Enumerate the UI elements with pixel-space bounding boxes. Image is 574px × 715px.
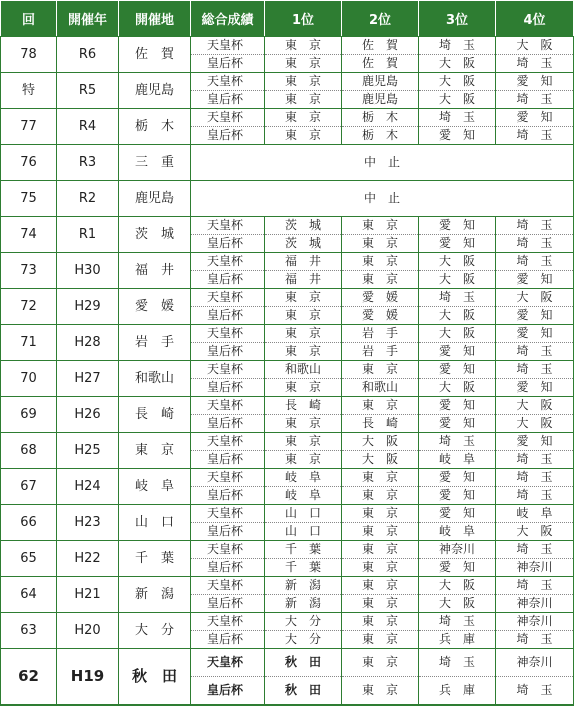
kai-cell: 77 (1, 109, 57, 145)
venue-cell: 三 重 (119, 145, 191, 181)
year-cell: R2 (57, 181, 119, 217)
place-4-cell: 大 阪 (496, 289, 574, 307)
place-4-cell: 埼 玉 (496, 361, 574, 379)
place-3-cell: 大 阪 (419, 595, 496, 613)
place-3-cell: 大 阪 (419, 271, 496, 289)
place-1-cell: 東 京 (265, 343, 342, 361)
place-2-cell: 東 京 (342, 469, 419, 487)
place-3-cell: 愛 知 (419, 487, 496, 505)
place-2-cell: 岩 手 (342, 343, 419, 361)
place-1-cell: 東 京 (265, 37, 342, 55)
year-cell: H27 (57, 361, 119, 397)
venue-cell: 千 葉 (119, 541, 191, 577)
place-4-cell: 埼 玉 (496, 541, 574, 559)
place-4-cell: 岐 阜 (496, 505, 574, 523)
place-3-cell: 大 阪 (419, 379, 496, 397)
kai-cell: 63 (1, 613, 57, 649)
kai-cell: 70 (1, 361, 57, 397)
kai-cell: 68 (1, 433, 57, 469)
place-3-cell: 埼 玉 (419, 37, 496, 55)
kai-cell: 75 (1, 181, 57, 217)
cup-cell: 皇后杯 (191, 55, 265, 73)
place-1-cell: 東 京 (265, 379, 342, 397)
year-cell: H22 (57, 541, 119, 577)
place-3-cell: 愛 知 (419, 217, 496, 235)
place-3-cell: 愛 知 (419, 505, 496, 523)
table-row (1, 181, 574, 217)
place-3-cell: 兵 庫 (419, 631, 496, 649)
place-4-cell: 埼 玉 (496, 469, 574, 487)
venue-cell: 鹿児島 (119, 73, 191, 109)
place-2-cell: 東 京 (342, 649, 419, 677)
place-1-cell: 東 京 (265, 289, 342, 307)
place-3-cell: 大 阪 (419, 253, 496, 271)
place-1-cell: 福 井 (265, 253, 342, 271)
place-4-cell: 神奈川 (496, 649, 574, 677)
table-row (1, 505, 574, 523)
table-row (1, 541, 574, 559)
table-row (1, 37, 574, 55)
year-cell: H25 (57, 433, 119, 469)
place-1-cell: 大 分 (265, 631, 342, 649)
cup-cell: 皇后杯 (191, 343, 265, 361)
cup-cell: 天皇杯 (191, 397, 265, 415)
place-2-cell: 東 京 (342, 577, 419, 595)
year-cell: H24 (57, 469, 119, 505)
table-row (1, 109, 574, 127)
place-1-cell: 東 京 (265, 307, 342, 325)
year-cell: R4 (57, 109, 119, 145)
place-2-cell: 東 京 (342, 677, 419, 706)
place-1-cell: 岐 阜 (265, 469, 342, 487)
place-4-cell: 埼 玉 (496, 577, 574, 595)
place-4-cell: 埼 玉 (496, 91, 574, 109)
header-3rd: 3位 (419, 1, 496, 37)
place-1-cell: 新 潟 (265, 595, 342, 613)
table-row (1, 217, 574, 235)
place-3-cell: 愛 知 (419, 343, 496, 361)
place-2-cell: 岩 手 (342, 325, 419, 343)
cup-cell: 皇后杯 (191, 559, 265, 577)
table-row (1, 145, 574, 181)
kai-cell: 67 (1, 469, 57, 505)
year-cell: R1 (57, 217, 119, 253)
cup-cell: 皇后杯 (191, 451, 265, 469)
place-1-cell: 茨 城 (265, 217, 342, 235)
place-4-cell: 愛 知 (496, 433, 574, 451)
year-cell: H19 (57, 649, 119, 706)
kai-cell: 73 (1, 253, 57, 289)
year-cell: R3 (57, 145, 119, 181)
place-2-cell: 東 京 (342, 505, 419, 523)
cup-cell: 天皇杯 (191, 505, 265, 523)
place-2-cell: 東 京 (342, 217, 419, 235)
place-2-cell: 東 京 (342, 541, 419, 559)
place-1-cell: 山 口 (265, 505, 342, 523)
place-2-cell: 和歌山 (342, 379, 419, 397)
cup-cell: 天皇杯 (191, 217, 265, 235)
kai-cell: 66 (1, 505, 57, 541)
venue-cell: 福 井 (119, 253, 191, 289)
place-3-cell: 愛 知 (419, 361, 496, 379)
header-venue: 開催地 (119, 1, 191, 37)
place-3-cell: 埼 玉 (419, 433, 496, 451)
place-4-cell: 埼 玉 (496, 677, 574, 706)
place-1-cell: 東 京 (265, 55, 342, 73)
place-4-cell: 愛 知 (496, 307, 574, 325)
place-4-cell: 埼 玉 (496, 253, 574, 271)
place-3-cell: 愛 知 (419, 235, 496, 253)
place-3-cell: 大 阪 (419, 91, 496, 109)
header-year: 開催年 (57, 1, 119, 37)
cup-cell: 天皇杯 (191, 541, 265, 559)
kai-cell: 特 (1, 73, 57, 109)
table-row (1, 649, 574, 677)
place-2-cell: 鹿児島 (342, 91, 419, 109)
place-4-cell: 神奈川 (496, 559, 574, 577)
header-kai: 回 (1, 1, 57, 37)
cup-cell: 天皇杯 (191, 433, 265, 451)
venue-cell: 東 京 (119, 433, 191, 469)
place-2-cell: 東 京 (342, 235, 419, 253)
place-4-cell: 大 阪 (496, 37, 574, 55)
cup-cell: 天皇杯 (191, 73, 265, 91)
place-1-cell: 秋 田 (265, 677, 342, 706)
place-4-cell: 愛 知 (496, 109, 574, 127)
year-cell: H21 (57, 577, 119, 613)
place-4-cell: 埼 玉 (496, 127, 574, 145)
kai-cell: 69 (1, 397, 57, 433)
venue-cell: 和歌山 (119, 361, 191, 397)
place-4-cell: 埼 玉 (496, 55, 574, 73)
table-row (1, 397, 574, 415)
place-3-cell: 埼 玉 (419, 109, 496, 127)
place-1-cell: 東 京 (265, 415, 342, 433)
cup-cell: 天皇杯 (191, 469, 265, 487)
place-2-cell: 東 京 (342, 397, 419, 415)
cup-cell: 皇后杯 (191, 487, 265, 505)
place-2-cell: 佐 賀 (342, 37, 419, 55)
place-3-cell: 埼 玉 (419, 289, 496, 307)
place-3-cell: 兵 庫 (419, 677, 496, 706)
place-1-cell: 東 京 (265, 451, 342, 469)
year-cell: H29 (57, 289, 119, 325)
place-3-cell: 大 阪 (419, 307, 496, 325)
place-2-cell: 東 京 (342, 361, 419, 379)
place-3-cell: 大 阪 (419, 325, 496, 343)
place-3-cell: 大 阪 (419, 577, 496, 595)
place-3-cell: 岐 阜 (419, 451, 496, 469)
cancelled-cell: 中 止 (191, 181, 574, 217)
cup-cell: 皇后杯 (191, 379, 265, 397)
place-2-cell: 東 京 (342, 559, 419, 577)
place-3-cell: 大 阪 (419, 55, 496, 73)
cup-cell: 天皇杯 (191, 577, 265, 595)
venue-cell: 栃 木 (119, 109, 191, 145)
header-4th: 4位 (496, 1, 574, 37)
year-cell: R6 (57, 37, 119, 73)
cup-cell: 皇后杯 (191, 631, 265, 649)
place-2-cell: 東 京 (342, 253, 419, 271)
cup-cell: 皇后杯 (191, 127, 265, 145)
place-3-cell: 埼 玉 (419, 649, 496, 677)
place-2-cell: 長 崎 (342, 415, 419, 433)
cup-cell: 皇后杯 (191, 415, 265, 433)
place-2-cell: 大 阪 (342, 433, 419, 451)
table-row (1, 613, 574, 631)
place-1-cell: 岐 阜 (265, 487, 342, 505)
cup-cell: 天皇杯 (191, 289, 265, 307)
place-4-cell: 愛 知 (496, 73, 574, 91)
place-3-cell: 愛 知 (419, 127, 496, 145)
kai-cell: 76 (1, 145, 57, 181)
venue-cell: 茨 城 (119, 217, 191, 253)
cup-cell: 天皇杯 (191, 649, 265, 677)
place-2-cell: 栃 木 (342, 127, 419, 145)
table-row (1, 253, 574, 271)
header-2nd: 2位 (342, 1, 419, 37)
place-2-cell: 栃 木 (342, 109, 419, 127)
place-4-cell: 埼 玉 (496, 343, 574, 361)
place-1-cell: 東 京 (265, 325, 342, 343)
kai-cell: 72 (1, 289, 57, 325)
table-body (1, 37, 574, 706)
venue-cell: 山 口 (119, 505, 191, 541)
cup-cell: 皇后杯 (191, 523, 265, 541)
cup-cell: 皇后杯 (191, 307, 265, 325)
place-3-cell: 岐 阜 (419, 523, 496, 541)
header-row (1, 1, 574, 37)
cup-cell: 皇后杯 (191, 595, 265, 613)
venue-cell: 岐 阜 (119, 469, 191, 505)
place-3-cell: 愛 知 (419, 415, 496, 433)
kai-cell: 65 (1, 541, 57, 577)
cup-cell: 天皇杯 (191, 109, 265, 127)
place-4-cell: 埼 玉 (496, 487, 574, 505)
place-1-cell: 茨 城 (265, 235, 342, 253)
place-2-cell: 佐 賀 (342, 55, 419, 73)
place-1-cell: 東 京 (265, 91, 342, 109)
cup-cell: 天皇杯 (191, 613, 265, 631)
venue-cell: 佐 賀 (119, 37, 191, 73)
place-2-cell: 鹿児島 (342, 73, 419, 91)
place-2-cell: 東 京 (342, 613, 419, 631)
place-4-cell: 愛 知 (496, 325, 574, 343)
place-1-cell: 大 分 (265, 613, 342, 631)
table-row (1, 433, 574, 451)
place-2-cell: 愛 媛 (342, 307, 419, 325)
year-cell: H23 (57, 505, 119, 541)
cup-cell: 天皇杯 (191, 253, 265, 271)
place-4-cell: 埼 玉 (496, 235, 574, 253)
place-3-cell: 愛 知 (419, 469, 496, 487)
cup-cell: 天皇杯 (191, 37, 265, 55)
venue-cell: 愛 媛 (119, 289, 191, 325)
place-3-cell: 愛 知 (419, 559, 496, 577)
place-1-cell: 長 崎 (265, 397, 342, 415)
year-cell: H30 (57, 253, 119, 289)
table-row (1, 469, 574, 487)
year-cell: H20 (57, 613, 119, 649)
venue-cell: 秋 田 (119, 649, 191, 706)
kai-cell: 74 (1, 217, 57, 253)
place-2-cell: 東 京 (342, 595, 419, 613)
place-4-cell: 愛 知 (496, 271, 574, 289)
year-cell: R5 (57, 73, 119, 109)
venue-cell: 新 潟 (119, 577, 191, 613)
place-3-cell: 大 阪 (419, 73, 496, 91)
venue-cell: 岩 手 (119, 325, 191, 361)
cup-cell: 皇后杯 (191, 91, 265, 109)
place-4-cell: 埼 玉 (496, 451, 574, 469)
place-1-cell: 新 潟 (265, 577, 342, 595)
place-4-cell: 大 阪 (496, 523, 574, 541)
table-row (1, 325, 574, 343)
kai-cell: 71 (1, 325, 57, 361)
table-row (1, 577, 574, 595)
cup-cell: 天皇杯 (191, 325, 265, 343)
place-1-cell: 秋 田 (265, 649, 342, 677)
place-2-cell: 東 京 (342, 523, 419, 541)
place-1-cell: 東 京 (265, 109, 342, 127)
place-3-cell: 神奈川 (419, 541, 496, 559)
venue-cell: 長 崎 (119, 397, 191, 433)
cancelled-cell: 中 止 (191, 145, 574, 181)
place-1-cell: 和歌山 (265, 361, 342, 379)
place-1-cell: 東 京 (265, 433, 342, 451)
place-1-cell: 東 京 (265, 127, 342, 145)
place-1-cell: 千 葉 (265, 559, 342, 577)
place-4-cell: 埼 玉 (496, 217, 574, 235)
year-cell: H26 (57, 397, 119, 433)
header-1st: 1位 (265, 1, 342, 37)
place-2-cell: 東 京 (342, 487, 419, 505)
place-2-cell: 大 阪 (342, 451, 419, 469)
table-row (1, 289, 574, 307)
cup-cell: 天皇杯 (191, 361, 265, 379)
place-1-cell: 東 京 (265, 73, 342, 91)
year-cell: H28 (57, 325, 119, 361)
place-1-cell: 千 葉 (265, 541, 342, 559)
table-row (1, 361, 574, 379)
cup-cell: 皇后杯 (191, 235, 265, 253)
place-4-cell: 神奈川 (496, 595, 574, 613)
place-4-cell: 大 阪 (496, 415, 574, 433)
table-row (1, 73, 574, 91)
kai-cell: 62 (1, 649, 57, 706)
venue-cell: 鹿児島 (119, 181, 191, 217)
place-2-cell: 東 京 (342, 631, 419, 649)
kai-cell: 64 (1, 577, 57, 613)
cup-cell: 皇后杯 (191, 677, 265, 706)
place-3-cell: 埼 玉 (419, 613, 496, 631)
place-2-cell: 東 京 (342, 271, 419, 289)
kai-cell: 78 (1, 37, 57, 73)
venue-cell: 大 分 (119, 613, 191, 649)
place-1-cell: 福 井 (265, 271, 342, 289)
cup-cell: 皇后杯 (191, 271, 265, 289)
place-4-cell: 神奈川 (496, 613, 574, 631)
place-4-cell: 大 阪 (496, 397, 574, 415)
place-4-cell: 埼 玉 (496, 631, 574, 649)
header-overall: 総合成績 (191, 1, 265, 37)
place-2-cell: 愛 媛 (342, 289, 419, 307)
place-3-cell: 愛 知 (419, 397, 496, 415)
place-1-cell: 山 口 (265, 523, 342, 541)
place-4-cell: 愛 知 (496, 379, 574, 397)
